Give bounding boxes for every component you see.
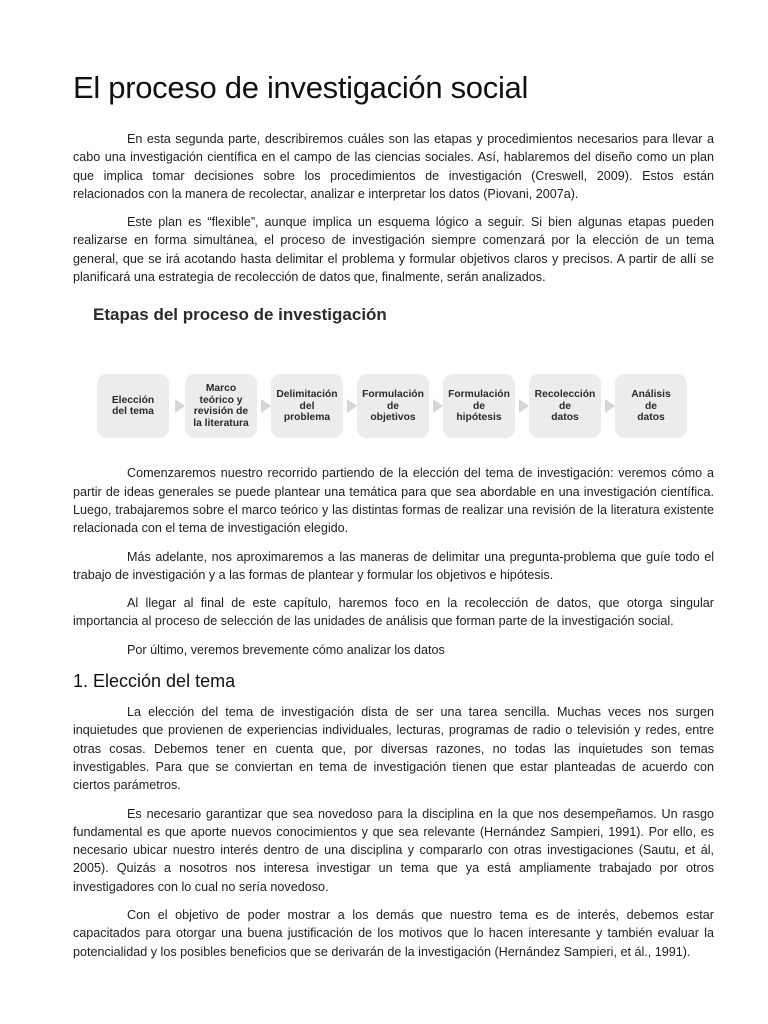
flow-step-delimitacion-problema: Delimitación del problema bbox=[271, 374, 343, 438]
arrow-right-icon bbox=[261, 399, 271, 413]
figure-title: Etapas del proceso de investigación bbox=[93, 305, 387, 325]
process-flow bbox=[91, 374, 687, 440]
arrow-right-icon bbox=[519, 399, 529, 413]
flow-step-eleccion-tema: Elección del tema bbox=[97, 374, 169, 438]
arrow-right-icon bbox=[605, 399, 615, 413]
section-paragraph-3: Con el objetivo de poder mostrar a los demás que nuestro tema es de interés, debemos estar capacitados para otorgar una buena justificación de los motivos que lo hacen interesante y también evaluar la potencialidad y los posibles beneficios que se derivarán de la investigación (Hernández Sampieri, et ál., 1991). bbox=[73, 908, 714, 959]
body-paragraph-1: Comenzaremos nuestro recorrido partiendo de la elección del tema de investigación: veremos cómo a partir de ideas generales se puede plantear una temática para que sea abordable en una investigación científica. Luego, trabajaremos sobre el marco teórico y las distintas formas de realizar una revisión de la literatura existente relacionada con el tema de investigación elegido. bbox=[73, 466, 714, 536]
section-paragraph-1: La elección del tema de investigación dista de ser una tarea sencilla. Muchas veces nos surgen inquietudes que provienen de experiencias individuales, lecturas, programas de radio o televisión y redes, entre otras cosas. Debemos tener en cuenta que, por diversas razones, no todas las inquietudes son temas investigables. Para que se conviertan en tema de investigación tienen que estar planteadas de acuerdo con ciertos parámetros. bbox=[73, 705, 714, 793]
flow-step-marco-teorico: Marco teórico y revisión de la literatura bbox=[185, 374, 257, 438]
document-page bbox=[73, 68, 714, 971]
arrow-right-icon bbox=[175, 399, 185, 413]
intro-paragraph-2: Este plan es “flexible”, aunque implica un esquema lógico a seguir. Si bien algunas etapas pueden realizarse en forma simultánea, el proceso de investigación siempre comenzará por la elección de un tema general, que se irá acotando hasta delimitar el problema y formular objetivos claros y precisos. A partir de allí se planificará una estrategia de recolección de datos que, finalmente, serán analizados. bbox=[73, 215, 714, 285]
process-stages-figure bbox=[91, 304, 687, 440]
flow-step-formulacion-hipotesis: Formulación de hipótesis bbox=[443, 374, 515, 438]
page-title: El proceso de investigación social bbox=[73, 70, 529, 105]
body-paragraph-3: Al llegar al final de este capítulo, haremos foco en la recolección de datos, que otorga singular importancia al proceso de selección de las unidades de análisis que forman parte de la investigación social. bbox=[73, 596, 714, 629]
section-paragraph-2: Es necesario garantizar que sea novedoso para la disciplina en la que nos desempeñamos. Un rasgo fundamental es que aporte nuevos conocimientos y que sea relevante (Hernández Sampieri, 1991). Por ello, es necesario ubicar nuestro interés dentro de una disciplina y compararlo con otras investigaciones (Sautu, et ál, 2005). Quizás a nosotros nos interesa investigar un tema que ya está ampliamente trabajado por otros investigadores con lo cual no sería novedoso. bbox=[73, 806, 714, 894]
flow-step-formulacion-objetivos: Formulación de objetivos bbox=[357, 374, 429, 438]
body-paragraph-4: Por último, veremos brevemente cómo analizar los datos bbox=[127, 642, 445, 657]
intro-paragraph-1: En esta segunda parte, describiremos cuáles son las etapas y procedimientos necesarios para llevar a cabo una investigación científica en el campo de las ciencias sociales. Así, hablaremos del diseño como un plan que implica tomar decisiones sobre los procedimientos de investigación (Creswell, 2009). Estos están relacionados con la manera de recolectar, analizar e interpretar los datos (Piovani, 2007a). bbox=[73, 132, 714, 201]
section-heading: 1. Elección del tema bbox=[73, 671, 236, 692]
flow-step-analisis-datos: Análisis de datos bbox=[615, 374, 687, 438]
arrow-right-icon bbox=[433, 399, 443, 413]
arrow-right-icon bbox=[347, 399, 357, 413]
body-paragraph-2: Más adelante, nos aproximaremos a las maneras de delimitar una pregunta-problema que guíe todo el trabajo de investigación y a las formas de plantear y formular los objetivos e hipótesis. bbox=[73, 549, 714, 582]
flow-step-recoleccion-datos: Recolección de datos bbox=[529, 374, 601, 438]
